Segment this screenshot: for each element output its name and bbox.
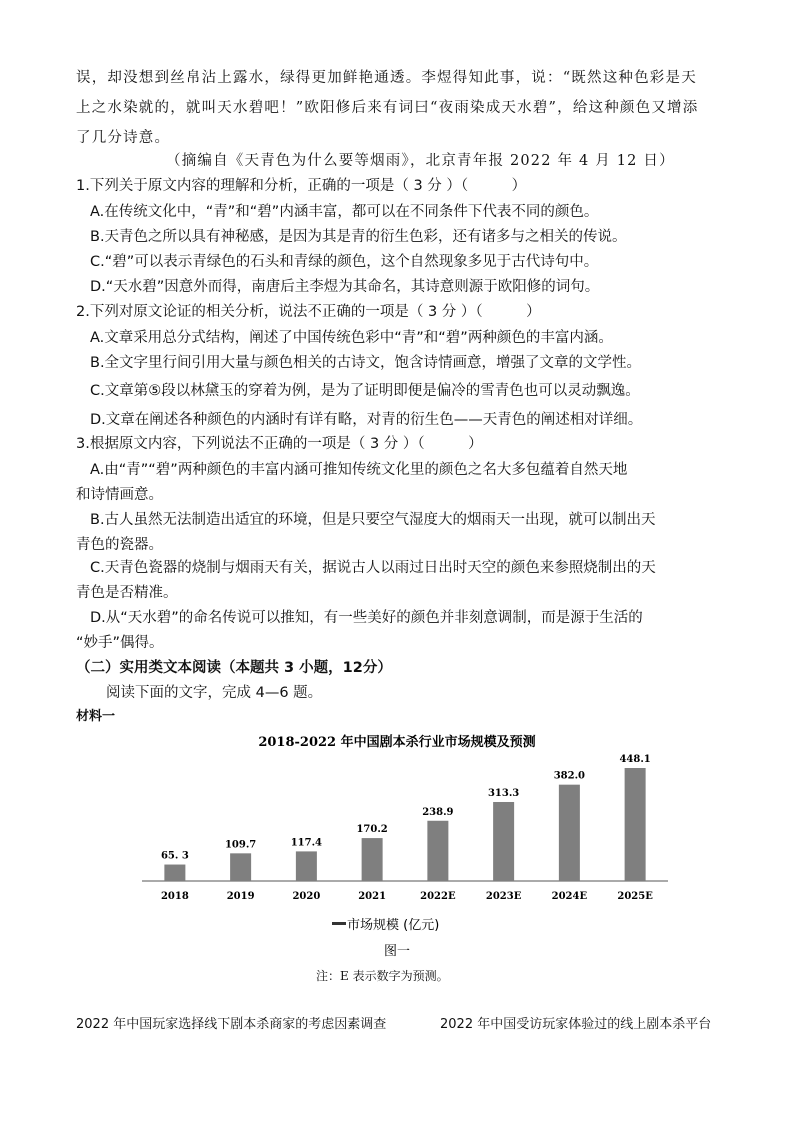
legend-swatch (332, 922, 346, 925)
value-label-2020: 117.4 (290, 837, 323, 849)
question-3-option-b-line2: 青色的瓷器。 (76, 537, 163, 553)
value-label-2018: 65. 3 (160, 850, 189, 862)
tick-label-2020: 2020 (292, 891, 321, 902)
material-label: 材料一 (76, 709, 116, 724)
question-3-option-d-line2: “妙手”偶得。 (76, 635, 164, 651)
question-2-stem: 2.下列对原文论证的相关分析，说法不正确的一项是（ 3 分 ）（ ） (76, 304, 541, 320)
tick-label-2018: 2018 (160, 891, 189, 902)
question-2-option-b: B.全文字里行间引用大量与颜色相关的古诗文，饱含诗情画意，增强了文章的文学性。 (90, 355, 642, 371)
value-label-2025E: 448.1 (619, 754, 651, 766)
tick-label-2021: 2021 (358, 891, 387, 902)
figure-title-left: 2022 年中国玩家选择线下剧本杀商家的考虑因素调查 (76, 1017, 387, 1032)
passage-line-1: 误，却没想到丝帛沾上露水，绿得更加鲜艳通透。李煜得知此事，说：“既然这种色彩是天 (76, 70, 697, 86)
legend-label: 市场规模 (亿元) (347, 918, 440, 933)
tick-label-2023E: 2023E (485, 891, 522, 902)
tick-label-2019: 2019 (226, 891, 255, 902)
question-2-option-d: D.文章在阐述各种颜色的内涵时有详有略，对青的衍生色——天青色的阐述相对详细。 (90, 412, 643, 428)
tick-label-2022E: 2022E (420, 891, 456, 902)
question-2-option-a: A.文章采用总分式结构，阐述了中国传统色彩中“青”和“碧”两种颜色的丰富内涵。 (90, 330, 613, 346)
bar-2019 (230, 853, 251, 881)
passage-line-3: 了几分诗意。 (76, 130, 171, 146)
value-label-2022E: 238.9 (422, 806, 454, 818)
bar-2020 (296, 851, 317, 881)
value-label-2024E: 382.0 (553, 770, 586, 782)
section-heading: （二）实用类文本阅读（本题共 3 小题，12分） (76, 660, 392, 676)
chart-title: 2018-2022 年中国剧本杀行业市场规模及预测 (258, 735, 536, 750)
question-3-option-a-line1: A.由“青”“碧”两种颜色的丰富内涵可推知传统文化里的颜色之名大多包蕴着自然天地 (90, 462, 628, 478)
question-3-option-c-line2: 青色是否精准。 (76, 585, 178, 601)
question-1-option-d: D.“天水碧”因意外而得，南唐后主李煜为其命名，其诗意则源于欧阳修的词句。 (90, 279, 600, 295)
question-1-stem: 1.下列关于原文内容的理解和分析，正确的一项是（ 3 分 ）（ ） (76, 178, 527, 194)
bar-2021 (362, 838, 383, 881)
question-3-option-b-line1: B.古人虽然无法制造出适宜的环境，但是只要空气湿度大的烟雨天一出现，就可以制出天 (90, 512, 656, 528)
tick-label-2024E: 2024E (551, 891, 588, 902)
bar-2024E (559, 785, 580, 881)
value-label-2019: 109.7 (224, 839, 257, 851)
passage-line-2: 上之水染就的，就叫天水碧吧！”欧阳修后来有词曰“夜雨染成天水碧”，给这种颜色又增添 (76, 100, 699, 116)
question-3-option-d-line1: D.从“天水碧”的命名传说可以推知，有一些美好的颜色并非刻意调制，而是源于生活的 (90, 610, 643, 626)
section-instruction: 阅读下面的文字，完成 4—6 题。 (106, 685, 323, 701)
chart-caption: 图一 (383, 944, 411, 959)
value-label-2021: 170.2 (356, 824, 388, 836)
bar-2022E (427, 821, 448, 881)
tick-label-2025E: 2025E (617, 891, 653, 902)
chart-note: 注：E 表示数字为预测。 (316, 969, 449, 983)
question-2-option-c: C.文章第⑤段以林黛玉的穿着为例，是为了证明即便是偏冷的雪青色也可以灵动飘逸。 (90, 383, 640, 399)
question-1-option-c: C.“碧”可以表示青绿色的石头和青绿的颜色，这个自然现象多见于古代诗句中。 (90, 254, 599, 270)
question-1-option-b: B.天青色之所以具有神秘感，是因为其是青的衍生色彩，还有诸多与之相关的传说。 (90, 229, 627, 245)
question-3-option-c-line1: C.天青色瓷器的烧制与烟雨天有关，据说古人以雨过日出时天空的颜色来参照烧制出的天 (90, 560, 656, 576)
bar-2018 (164, 865, 185, 881)
figure-title-right: 2022 年中国受访玩家体验过的线上剧本杀平台 (440, 1017, 712, 1032)
bar-2023E (493, 802, 514, 881)
passage-source: （摘编自《天青色为什么要等烟雨》，北京青年报 2022 年 4 月 12 日） (166, 153, 675, 169)
value-label-2023E: 313.3 (487, 787, 520, 799)
question-3-stem: 3.根据原文内容，下列说法不正确的一项是（ 3 分 ）（ ） (76, 436, 483, 452)
question-3-option-a-line2: 和诗情画意。 (76, 487, 163, 503)
question-1-option-a: A.在传统文化中，“青”和“碧”内涵丰富，都可以在不同条件下代表不同的颜色。 (90, 204, 599, 220)
bar-2025E (625, 768, 646, 881)
